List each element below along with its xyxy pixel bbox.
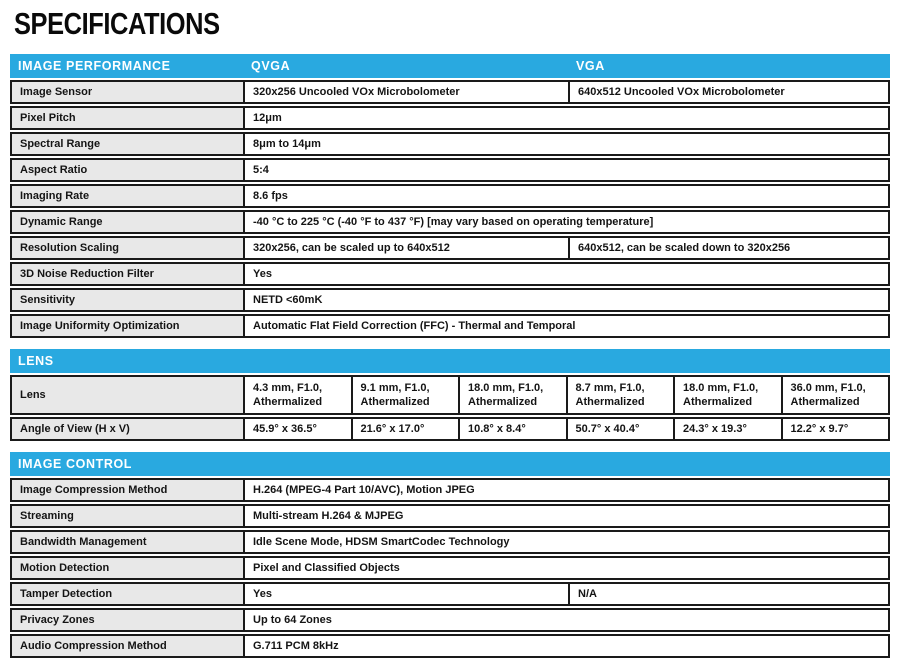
row-label: Tamper Detection	[12, 584, 243, 604]
row-label: Streaming	[12, 506, 243, 526]
row-value: Automatic Flat Field Correction (FFC) - Thermal and Temporal	[243, 316, 888, 336]
table-header-lens	[10, 349, 890, 373]
table-header-image-control	[10, 452, 890, 476]
table-row	[10, 417, 890, 441]
row-label: Privacy Zones	[12, 610, 243, 630]
table-row	[10, 158, 890, 182]
table-row	[10, 288, 890, 312]
table-row	[10, 556, 890, 580]
angle-of-view-5: 24.3° x 19.3°	[673, 419, 781, 439]
row-label: Lens	[12, 377, 243, 413]
row-label: 3D Noise Reduction Filter	[12, 264, 243, 284]
table-header-col-qvga: QVGA	[251, 59, 291, 73]
row-value: 8μm to 14μm	[243, 134, 888, 154]
angle-of-view-4: 50.7° x 40.4°	[566, 419, 674, 439]
row-label: Pixel Pitch	[12, 108, 243, 128]
lens-option-4: 8.7 mm, F1.0, Athermalized	[566, 377, 674, 413]
row-value: 8.6 fps	[243, 186, 888, 206]
angle-of-view-3: 10.8° x 8.4°	[458, 419, 566, 439]
angle-of-view-2: 21.6° x 17.0°	[351, 419, 459, 439]
table-header-title: LENS	[18, 354, 54, 368]
row-value: NETD <60mK	[243, 290, 888, 310]
angle-of-view-6: 12.2° x 9.7°	[781, 419, 889, 439]
row-value: G.711 PCM 8kHz	[243, 636, 888, 656]
table-header-title: IMAGE PERFORMANCE	[18, 59, 171, 73]
table-row	[10, 478, 890, 502]
row-label: Resolution Scaling	[12, 238, 243, 258]
row-value: Idle Scene Mode, HDSM SmartCodec Technology	[243, 532, 888, 552]
row-value: 12μm	[243, 108, 888, 128]
lens-option-1: 4.3 mm, F1.0, Athermalized	[243, 377, 351, 413]
table-header-image-performance	[10, 54, 890, 78]
row-label: Angle of View (H x V)	[12, 419, 243, 439]
page-title: SPECIFICATIONS	[14, 6, 220, 41]
row-label: Sensitivity	[12, 290, 243, 310]
row-label: Aspect Ratio	[12, 160, 243, 180]
table-header-title: IMAGE CONTROL	[18, 457, 133, 471]
table-image-performance	[10, 54, 890, 338]
table-row	[10, 132, 890, 156]
table-header-col-vga: VGA	[576, 59, 605, 73]
row-label: Image Sensor	[12, 82, 243, 102]
row-label: Dynamic Range	[12, 212, 243, 232]
table-row	[10, 236, 890, 260]
row-label: Bandwidth Management	[12, 532, 243, 552]
row-value-vga: 640x512, can be scaled down to 320x256	[568, 238, 888, 258]
table-row	[10, 106, 890, 130]
row-value: -40 °C to 225 °C (-40 °F to 437 °F) [may vary based on operating temperature]	[243, 212, 888, 232]
lens-option-6: 36.0 mm, F1.0, Athermalized	[781, 377, 889, 413]
row-value-qvga: Yes	[243, 584, 568, 604]
row-label: Image Uniformity Optimization	[12, 316, 243, 336]
table-lens	[10, 349, 890, 441]
row-value: Up to 64 Zones	[243, 610, 888, 630]
row-label: Spectral Range	[12, 134, 243, 154]
row-value: H.264 (MPEG-4 Part 10/AVC), Motion JPEG	[243, 480, 888, 500]
table-row	[10, 210, 890, 234]
row-value: 5:4	[243, 160, 888, 180]
table-row	[10, 504, 890, 528]
table-row	[10, 262, 890, 286]
table-row	[10, 80, 890, 104]
table-row	[10, 314, 890, 338]
table-row	[10, 184, 890, 208]
row-value: Multi-stream H.264 & MJPEG	[243, 506, 888, 526]
row-value-qvga: 320x256 Uncooled VOx Microbolometer	[243, 82, 568, 102]
row-value-qvga: 320x256, can be scaled up to 640x512	[243, 238, 568, 258]
table-row	[10, 608, 890, 632]
table-row	[10, 634, 890, 658]
lens-option-2: 9.1 mm, F1.0, Athermalized	[351, 377, 459, 413]
table-row	[10, 582, 890, 606]
row-value: Yes	[243, 264, 888, 284]
row-label: Motion Detection	[12, 558, 243, 578]
table-row	[10, 375, 890, 415]
table-image-control	[10, 452, 890, 658]
row-value-vga: N/A	[568, 584, 888, 604]
row-value: Pixel and Classified Objects	[243, 558, 888, 578]
row-label: Audio Compression Method	[12, 636, 243, 656]
lens-option-5: 18.0 mm, F1.0, Athermalized	[673, 377, 781, 413]
angle-of-view-1: 45.9° x 36.5°	[243, 419, 351, 439]
lens-option-3: 18.0 mm, F1.0, Athermalized	[458, 377, 566, 413]
row-label: Image Compression Method	[12, 480, 243, 500]
row-label: Imaging Rate	[12, 186, 243, 206]
row-value-vga: 640x512 Uncooled VOx Microbolometer	[568, 82, 888, 102]
table-row	[10, 530, 890, 554]
